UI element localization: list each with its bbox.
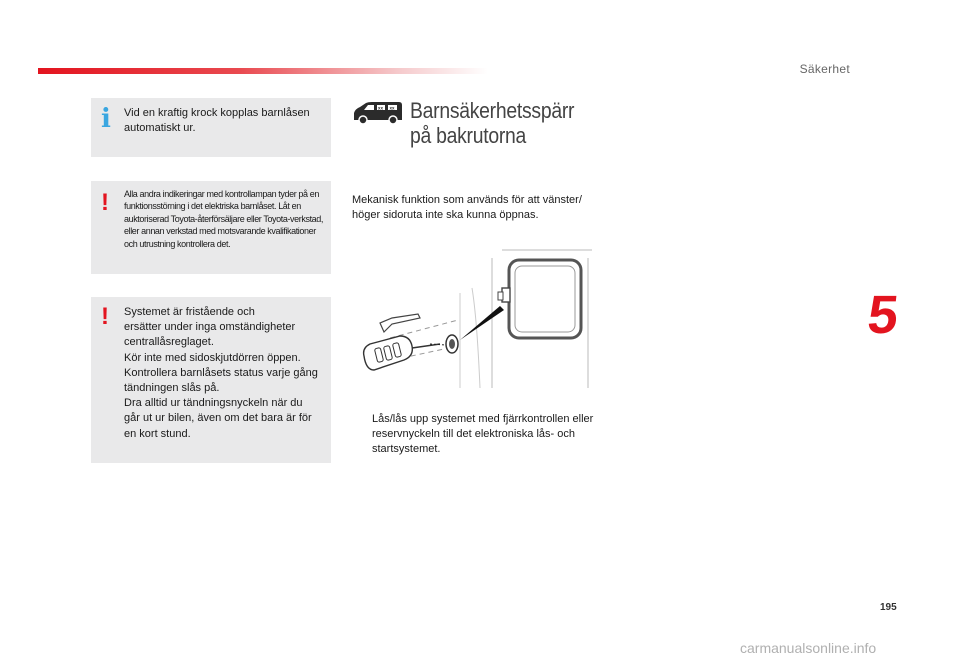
warning-icon: !	[101, 303, 109, 330]
info-icon: i	[101, 104, 111, 134]
instruction-text: Lås/lås upp systemet med fjärrkontrollen eller reservnyckeln till det elektroniska lås- och startsystemet.	[372, 413, 594, 455]
warning-line: centrallåsreglaget.	[124, 336, 214, 349]
section-title: Säkerhet	[799, 62, 850, 76]
child-lock-illustration	[352, 248, 592, 398]
warning-line: en kort stund.	[124, 427, 191, 440]
warning-line: Dra alltid ur tändningsnyckeln när du	[124, 397, 303, 410]
warning-line: går ut ur bilen, även om det bara är för	[124, 412, 312, 425]
warning-text-electrical: Alla andra indikeringar med kontrollampan tyder på en funktionsstörning i det elektriska barnlåset. Låt en auktoriserad Toyota-återförsäljare eller Toyota-verkstad, eller annan verkstad med motsvarande kvalifikationer och utrustning kontrollera det.	[124, 189, 323, 249]
warning-text-system	[124, 305, 323, 442]
svg-text:xx: xx	[378, 105, 384, 111]
warning-line: Kör inte med sidoskjutdörren öppen.	[124, 351, 301, 364]
heading-line-2: på bakrutorna	[410, 123, 527, 148]
warning-line: Kontrollera barnlåsets status varje gång	[124, 366, 318, 379]
warning-icon: !	[101, 189, 109, 216]
warning-line: ersätter under inga omständigheter	[124, 321, 296, 334]
warning-line: Systemet är fristående och	[124, 306, 255, 318]
heading-line-1: Barnsäkerhetsspärr	[410, 98, 575, 123]
header-accent-bar	[38, 68, 488, 74]
section-heading	[410, 98, 604, 148]
van-icon	[352, 100, 404, 126]
chapter-number: 5	[864, 285, 902, 345]
svg-text:xx: xx	[389, 105, 395, 111]
warning-box-electrical	[91, 181, 331, 274]
warning-line: tändningen slås på.	[124, 382, 220, 395]
watermark: carmanualsonline.info	[740, 640, 877, 656]
warning-box-system	[91, 297, 331, 463]
info-text: Vid en kraftig krock kopplas barnlåsen automatiskt ur.	[124, 107, 310, 134]
info-box	[91, 98, 331, 157]
intro-text: Mekanisk funktion som används för att vänster/ höger sidoruta inte ska kunna öppnas.	[352, 194, 582, 221]
page-number: 195	[880, 602, 897, 613]
